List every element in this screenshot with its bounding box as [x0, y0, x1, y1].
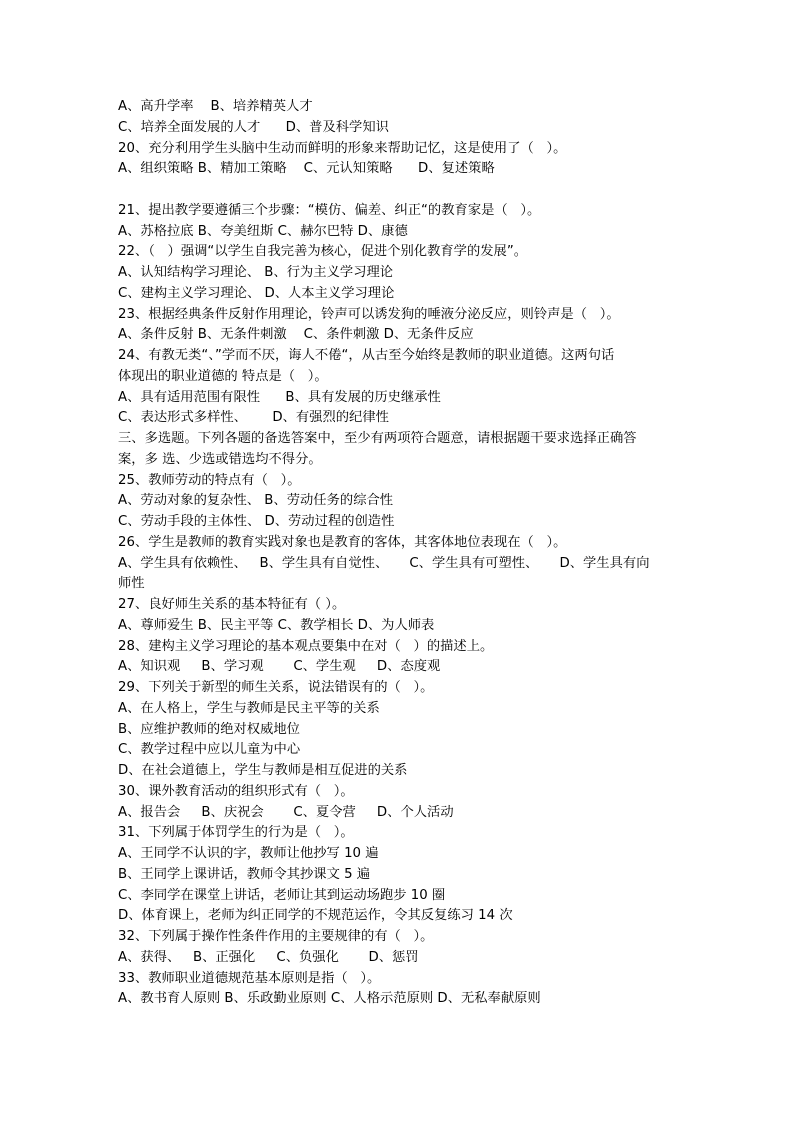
text-line: A、苏格拉底 B、夸美纽斯 C、赫尔巴特 D、康德 — [118, 223, 408, 239]
text-line: D、体育课上，老师为纠正同学的不规范运作，令其反复练习 14 次 — [118, 908, 513, 924]
text-line: 27、良好师生关系的基本特征有（ ）。 — [118, 597, 346, 612]
text-line: D、在社会道德上，学生与教师是相互促进的关系 — [118, 763, 408, 778]
text-line: A、获得、 B、正强化 C、负强化 D、惩罚 — [118, 949, 419, 965]
text-line: 29、下列关于新型的师生关系，说法错误有的（ ）。 — [118, 680, 434, 695]
text-line: 31、下列属于体罚学生的行为是（ ）。 — [118, 825, 354, 841]
text-line — [118, 180, 688, 201]
text-line: 25、教师劳动的特点有（ ）。 — [118, 472, 301, 488]
text-line: A、条件反射 B、无条件刺激 C、条件刺激 D、无条件反应 — [118, 327, 474, 343]
text-line: 21、提出教学要遵循三个步骤：“模仿、偏差、纠正“的教育家是（ ）。 — [118, 202, 541, 218]
text-line: A、教书育人原则 B、乐政勤业原则 C、人格示范原则 D、无私奉献原则 — [118, 991, 541, 1007]
text-line: A、尊师爱生 B、民主平等 C、教学相长 D、为人师表 — [118, 617, 435, 633]
text-line: 22、（ ）强调“以学生自我完善为核心，促进个别化教育学的发展”。 — [118, 244, 528, 260]
text-line: A、在人格上，学生与教师是民主平等的关系 — [118, 700, 380, 716]
text-line: C、建构主义学习理论、 D、人本主义学习理论 — [118, 285, 395, 301]
text-line: 30、课外教育活动的组织形式有（ ）。 — [118, 783, 354, 799]
text-line: A、报告会 B、庆祝会 C、夏令营 D、个人活动 — [118, 804, 454, 820]
text-line: A、组织策略 B、精加工策略 C、元认知策略 D、复述策略 — [118, 161, 495, 177]
text-line: C、李同学在课堂上讲话，老师让其到运动场跑步 10 圈 — [118, 887, 446, 903]
text-line: A、王同学不认识的字，教师让他抄写 10 遍 — [118, 846, 379, 861]
document-page — [118, 97, 688, 1010]
text-line: B、应维护教师的绝对权威地位 — [118, 721, 300, 737]
text-line: 体现出的职业道德的 特点是（ ）。 — [118, 368, 328, 384]
text-line: A、学生具有依赖性、 B、学生具有自觉性、 C、学生具有可塑性、 D、学生具有向 — [118, 555, 650, 571]
text-line: A、高升学率 B、培养精英人才 — [118, 99, 313, 114]
text-line: C、劳动手段的主体性、 D、劳动过程的创造性 — [118, 514, 395, 529]
text-line: A、知识观 B、学习观 C、学生观 D、态度观 — [118, 659, 441, 675]
text-line: C、培养全面发展的人才 D、普及科学知识 — [118, 119, 389, 135]
text-line: 师性 — [118, 576, 145, 592]
text-line: A、具有适用范围有限性 B、具有发展的历史继承性 — [118, 389, 441, 405]
text-line: 20、充分利用学生头脑中生动而鲜明的形象来帮助记忆，这是使用了（ ）。 — [118, 140, 567, 156]
text-line: C、教学过程中应以儿童为中心 — [118, 742, 301, 758]
text-line: A、认知结构学习理论、 B、行为主义学习理论 — [118, 265, 394, 280]
text-line: 23、根据经典条件反射作用理论，铃声可以诱发狗的唾液分泌反应，则铃声是（ ）。 — [118, 306, 620, 322]
text-line: B、王同学上课讲话，教师令其抄课文 5 遍 — [118, 866, 371, 882]
text-line: 案，多 选、少选或错选均不得分。 — [118, 451, 322, 467]
text-line: 三、多选题。下列各题的备选答案中，至少有两项符合题意，请根据题干要求选择正确答 — [118, 431, 637, 446]
text-line: 32、下列属于操作性条件作用的主要规律的有（ ）。 — [118, 929, 434, 944]
text-line: A、劳动对象的复杂性、 B、劳动任务的综合性 — [118, 493, 394, 509]
text-line: 26、学生是教师的教育实践对象也是教育的客体，其客体地位表现在（ ）。 — [118, 534, 567, 550]
text-line: C、表达形式多样性、 D、有强烈的纪律性 — [118, 410, 389, 426]
text-line: 24、有教无类“、”学而不厌，诲人不倦“，从古至今始终是教师的职业道德。这两句话 — [118, 348, 615, 363]
text-line: 33、教师职业道德规范基本原则是指（ ）。 — [118, 970, 381, 986]
text-line: 28、建构主义学习理论的基本观点要集中在对（ ）的描述上。 — [118, 638, 494, 654]
